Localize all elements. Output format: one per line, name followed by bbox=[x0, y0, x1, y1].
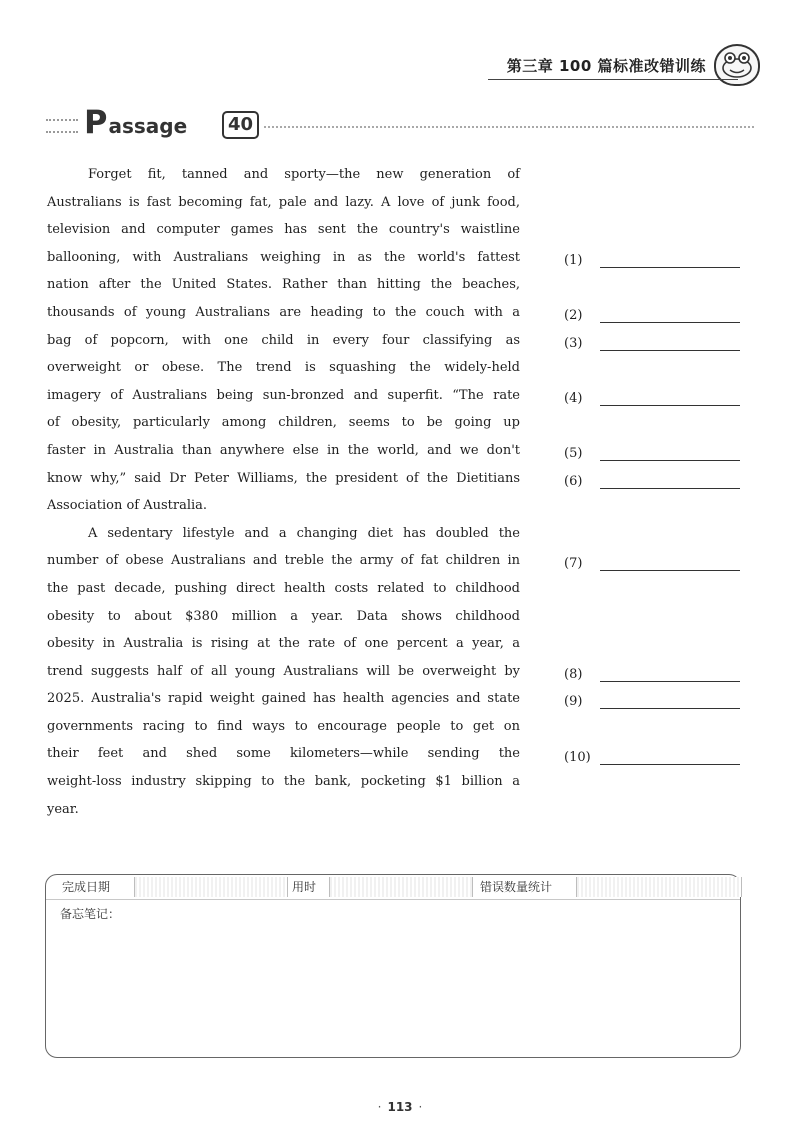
answer-number: (1) bbox=[564, 252, 583, 268]
passage-line: obesity in Australia is rising at the rate of one percent a year, a bbox=[47, 636, 520, 652]
answer-blank-row bbox=[564, 441, 740, 461]
answer-input-line[interactable] bbox=[600, 393, 740, 406]
passage-line: number of obese Australians and treble the army of fat children in bbox=[47, 553, 520, 569]
answer-number: (6) bbox=[564, 473, 583, 489]
passage-line: A sedentary lifestyle and a changing diet has doubled the bbox=[88, 525, 520, 541]
answer-number: (3) bbox=[564, 335, 583, 351]
answer-blank-row bbox=[564, 689, 740, 709]
header-rule bbox=[488, 79, 738, 80]
passage-text bbox=[47, 161, 520, 823]
passage-number-badge: 40 bbox=[222, 111, 259, 139]
record-box bbox=[45, 874, 741, 1058]
answer-number: (10) bbox=[564, 749, 591, 765]
answer-blank-row bbox=[564, 469, 740, 489]
completion-date-label: 完成日期 bbox=[62, 880, 111, 894]
passage-line: nation after the United States. Rather than hitting the beaches, bbox=[47, 277, 520, 293]
answer-number: (2) bbox=[564, 308, 583, 323]
answer-number: (9) bbox=[564, 694, 583, 710]
passage-line: obesity to about $380 million a year. Data shows childhood bbox=[47, 608, 520, 624]
answer-input-line[interactable] bbox=[600, 696, 740, 709]
passage-title-initial: P bbox=[84, 103, 108, 141]
answer-blank-row bbox=[564, 303, 740, 323]
answer-input-line[interactable] bbox=[600, 255, 740, 268]
passage-line: television and computer games has sent the country's waistline bbox=[47, 222, 520, 238]
memo-area[interactable] bbox=[60, 925, 726, 1045]
title-dotted-rule bbox=[264, 126, 754, 128]
answer-blank-row bbox=[564, 386, 740, 406]
answer-input-line[interactable] bbox=[600, 669, 740, 682]
passage-line: trend suggests half of all young Australians will be overweight by bbox=[47, 663, 520, 679]
answer-number: (5) bbox=[564, 446, 583, 461]
passage-line: bag of popcorn, with one child in every four classifying as bbox=[47, 332, 520, 348]
answer-input-line[interactable] bbox=[600, 338, 740, 351]
passage-title-text: assage bbox=[108, 114, 188, 138]
passage-line: year. bbox=[47, 801, 79, 817]
answer-number: (8) bbox=[564, 666, 583, 682]
answer-input-line[interactable] bbox=[600, 476, 740, 489]
chapter-title: 第三章 100 篇标准改错训练 bbox=[506, 56, 706, 75]
answer-blank-row bbox=[564, 551, 740, 571]
answer-blank-row bbox=[564, 745, 740, 765]
answer-input-line[interactable] bbox=[600, 310, 740, 323]
record-header bbox=[46, 875, 740, 900]
time-used-field[interactable] bbox=[329, 877, 473, 897]
passage-line: Australians is fast becoming fat, pale and lazy. A love of junk food, bbox=[47, 194, 520, 210]
error-count-label: 错误数量统计 bbox=[480, 880, 553, 894]
passage-line: faster in Australia than anywhere else in the world, and we don't bbox=[47, 442, 520, 458]
passage-line: governments racing to find ways to encourage people to get on bbox=[47, 718, 520, 734]
page-number-value: 113 bbox=[387, 1100, 413, 1114]
passage-title bbox=[84, 103, 188, 141]
passage-line: know why,” said Dr Peter Williams, the president of the Dietitians bbox=[47, 470, 520, 486]
passage-line: Forget fit, tanned and sporty—the new generation of bbox=[88, 167, 520, 182]
answer-blank-row bbox=[564, 248, 740, 268]
passage-line: of obesity, particularly among children, seems to be going up bbox=[47, 415, 520, 431]
answer-blank-row bbox=[564, 662, 740, 682]
passage-line: thousands of young Australians are heading to the couch with a bbox=[47, 304, 520, 320]
completion-date-field[interactable] bbox=[134, 877, 288, 897]
answer-input-line[interactable] bbox=[600, 558, 740, 571]
time-used-label: 用时 bbox=[292, 880, 317, 894]
passage-line: overweight or obese. The trend is squashing the widely-held bbox=[47, 360, 520, 376]
passage-line: the past decade, pushing direct health costs related to childhood bbox=[47, 580, 520, 596]
answer-input-line[interactable] bbox=[600, 448, 740, 461]
answer-number: (7) bbox=[564, 556, 583, 572]
passage-line: 2025. Australia's rapid weight gained has health agencies and state bbox=[47, 691, 520, 707]
passage-title-row bbox=[46, 103, 754, 143]
passage-line: Association of Australia. bbox=[47, 498, 208, 514]
error-count-field[interactable] bbox=[576, 877, 742, 897]
answer-input-line[interactable] bbox=[600, 752, 740, 765]
answer-number: (4) bbox=[564, 390, 583, 406]
memo-label: 备忘笔记： bbox=[60, 907, 121, 921]
passage-line: ballooning, with Australians weighing in as the world's fattest bbox=[47, 249, 520, 265]
answer-blank-row bbox=[564, 331, 740, 351]
passage-line: imagery of Australians being sun-bronzed and superfit. “The rate bbox=[47, 387, 520, 403]
page-number: · 113 · bbox=[377, 1100, 423, 1114]
passage-line: their feet and shed some kilometers—while sending the bbox=[47, 746, 520, 762]
passage-line: weight-loss industry skipping to the bank, pocketing $1 billion a bbox=[47, 774, 520, 790]
title-decoration bbox=[46, 119, 78, 133]
